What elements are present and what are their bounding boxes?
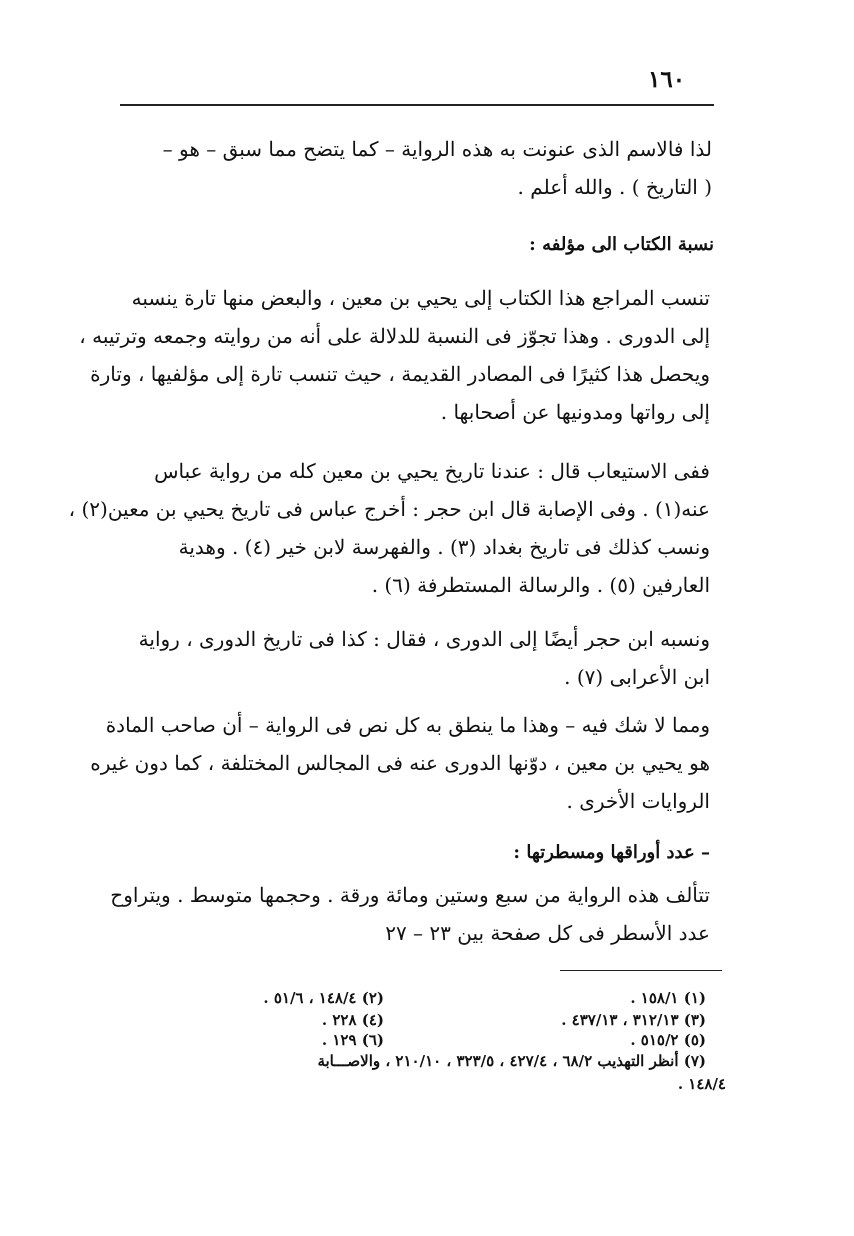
- text-line: ونسب كذلك فى تاريخ بغداد (٣) . والفهرسة لابن خير (٤) . وهدية: [178, 535, 710, 559]
- footnote: ١٤٨/٤ .: [677, 1075, 726, 1093]
- header-rule: [120, 104, 714, 106]
- paragraph: [110, 876, 710, 952]
- intro-paragraph: [122, 130, 712, 206]
- text-line: ففى الاستيعاب قال : عندنا تاريخ يحيي بن معين كله من رواية عباس: [154, 459, 710, 483]
- text-line: هو يحيي بن معين ، دوّنها الدورى عنه فى المجالس المختلفة ، كما دون غيره: [90, 751, 710, 775]
- text-line: تتألف هذه الرواية من سبع وستين ومائة ورقة . وحجمها متوسط . ويتراوح: [110, 883, 710, 907]
- section-heading: نسبة الكتاب الى مؤلفه :: [529, 234, 714, 255]
- paragraph: [68, 452, 710, 604]
- footnote: (٢) ١٤٨/٤ ، ٥١/٦ .: [263, 989, 384, 1007]
- footnote: (٥) ٥١٥/٢ .: [630, 1031, 706, 1049]
- footnote: (٣) ٣١٢/١٣ ، ٤٣٧/١٣ .: [561, 1011, 706, 1029]
- text-line: عنه(١) . وفى الإصابة قال ابن حجر : أخرج عباس فى تاريخ يحيي بن معين(٢) ،: [68, 497, 710, 521]
- text-line: ويحصل هذا كثيرًا فى المصادر القديمة ، حيث تنسب تارة إلى مؤلفيها ، وتارة: [90, 362, 710, 386]
- paragraph: [124, 620, 710, 696]
- section-heading: – عدد أوراقها ومسطرتها :: [513, 842, 710, 863]
- page-number: ١٦٠: [648, 66, 686, 93]
- text-line: العارفين (٥) . والرسالة المستطرفة (٦) .: [371, 573, 710, 597]
- text-line: إلى رواتها ومدونيها عن أصحابها .: [440, 400, 710, 424]
- text-line: ابن الأعرابى (٧) .: [564, 665, 710, 689]
- text-line: تنسب المراجع هذا الكتاب إلى يحيي بن معين ، والبعض منها تارة ينسبه: [131, 286, 710, 310]
- paragraph: [79, 279, 710, 431]
- text-line: إلى الدورى . وهذا تجوّز فى النسبة للدلالة على أنه من روايته وجمعه وترتيبه ،: [79, 324, 710, 348]
- footnote-rule: [560, 970, 722, 971]
- text-line: لذا فالاسم الذى عنونت به هذه الرواية – كما يتضح مما سبق – هو –: [162, 137, 712, 161]
- footnote: (٦) ١٢٩ .: [321, 1031, 384, 1049]
- footnote: (٤) ٢٢٨ .: [321, 1011, 384, 1029]
- footnote: (٧) أنظر التهذيب ٦٨/٢ ، ٤٢٧/٤ ، ٣٢٣/٥ ، ٢١٠/١٠ ، والاصـــابة: [317, 1052, 706, 1070]
- text-line: الروايات الأخرى .: [566, 789, 710, 813]
- text-line: عدد الأسطر فى كل صفحة بين ٢٣ – ٢٧: [385, 921, 710, 945]
- text-line: ونسبه ابن حجر أيضًا إلى الدورى ، فقال : كذا فى تاريخ الدورى ، رواية: [138, 627, 710, 651]
- footnote: (١) ١٥٨/١ .: [630, 989, 706, 1007]
- paragraph: [90, 706, 710, 820]
- text-line: ( التاريخ ) . والله أعلم .: [517, 175, 712, 199]
- text-line: ومما لا شك فيه – وهذا ما ينطق به كل نص فى الرواية – أن صاحب المادة: [105, 713, 710, 737]
